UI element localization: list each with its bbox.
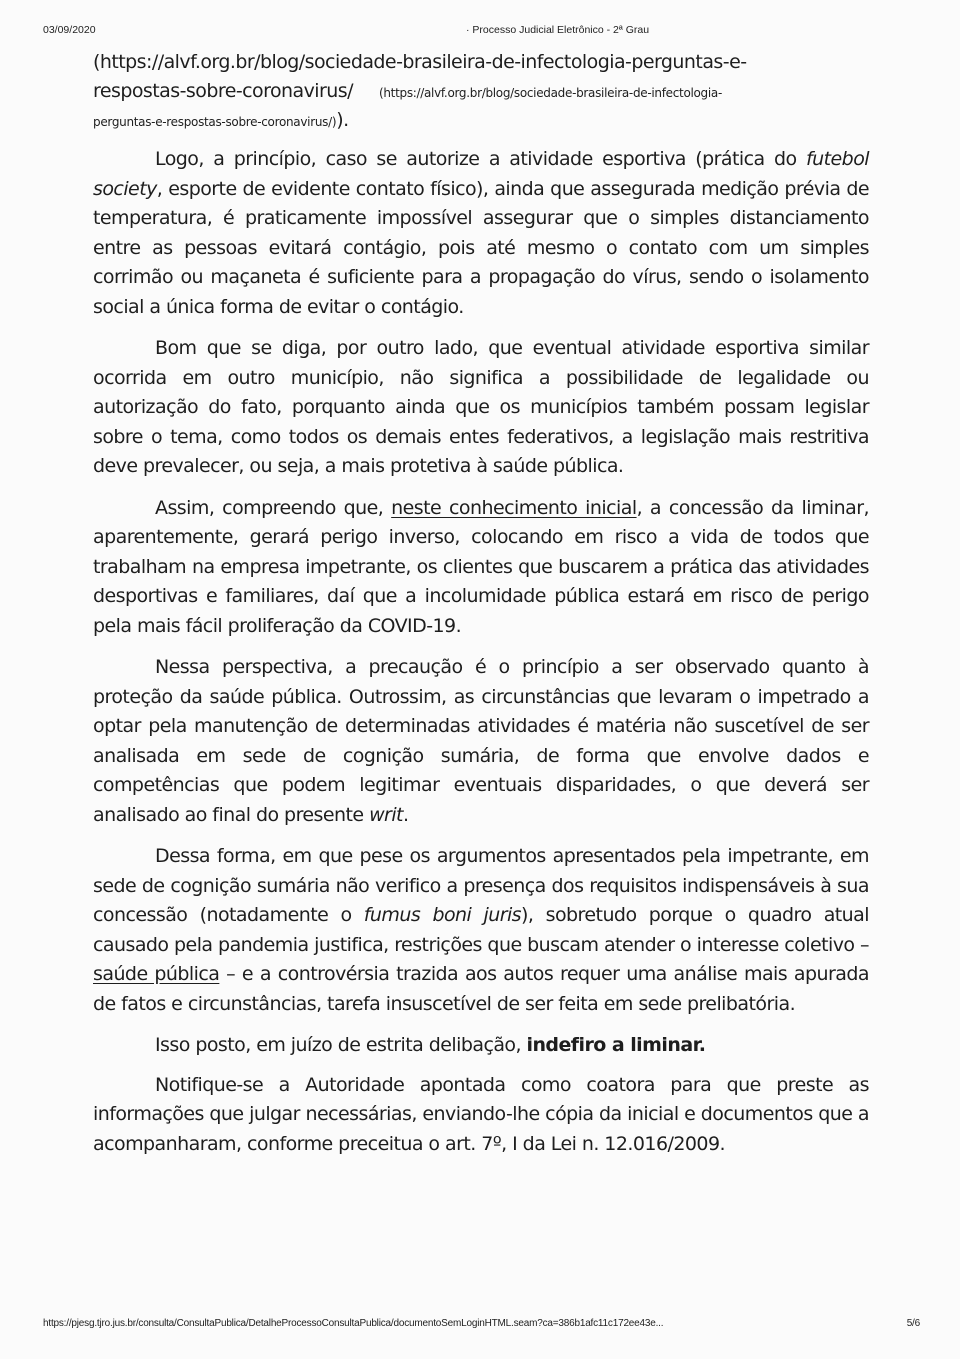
text-run: – e a controvérsia trazida aos autos requer uma análise mais apurada de fatos e circunstâncias, tarefa insuscetível de ser feita em sede prelibatória.: [93, 963, 869, 1016]
text-run: ), sobretudo porque o quadro atual causado pela pandemia justifica, restrições que buscam atender o interesse coletivo –: [93, 904, 869, 956]
document-body: [93, 48, 869, 1171]
italic-term: futebol society: [93, 148, 869, 200]
paragraph-notificacao: [93, 1071, 869, 1160]
reference-close: ).: [336, 109, 349, 131]
text-run: Assim, compreendo que,: [155, 496, 392, 519]
paragraph-decisao: [93, 1031, 869, 1061]
text-run: .: [402, 803, 409, 826]
text-run: , esporte de evidente contato físico), ainda que assegurada medição prévia de temperatura, é praticamente impossível assegurar que o simples distanciamento entre as pessoas evitará contágio, pois até mesmo o contato com um simples corrimão ou maçaneta é suficiente para a propagação do vírus, sendo o isolamento social a única forma de evitar o contágio.: [93, 177, 869, 318]
footer-url[interactable]: https://pjesg.tjro.jus.br/consulta/ConsultaPublica/DetalheProcessoConsultaPublica/documentoSemLoginHTML.seam?ca=386b1afc11c172ee43e...: [43, 1318, 664, 1329]
underlined-term: saúde pública: [93, 963, 220, 986]
paragraph-precaucao: [93, 653, 869, 831]
text-run: Logo, a princípio, caso se autorize a atividade esportiva (prática do: [155, 148, 807, 170]
reference-url-line-1[interactable]: (https://alvf.org.br/blog/sociedade-brasileira-de-infectologia-perguntas-e-: [93, 51, 747, 73]
print-footer: [43, 1318, 920, 1332]
print-header: [43, 24, 920, 40]
italic-term: writ: [369, 803, 403, 826]
reference-url-line-2: [93, 77, 869, 106]
reference-small-url-1[interactable]: (https://alvf.org.br/blog/sociedade-brasileira-de-infectologia-: [379, 86, 722, 100]
italic-term: fumus boni juris: [363, 904, 522, 927]
text-run: Dessa forma, em que pese os argumentos apresentados pela impetrante, em sede de cognição sumária não verifico a presença dos requisitos indispensáveis à sua concessão (notadamente o: [93, 845, 869, 927]
reference-link-block: [93, 48, 869, 135]
text-run: Bom que se diga, por outro lado, que eventual atividade esportiva similar ocorrida em outro município, não significa a possibilidade de legalidade ou autorização do fato, porquanto ainda que os municípios também possam legislar sobre o tema, como todos os demais entes federativos, a legislação mais restritiva deve prevalecer, ou seja, a mais protetiva à saúde pública.: [93, 337, 869, 478]
print-date: 03/09/2020: [43, 24, 96, 36]
paragraph-cognicao-sumaria: [93, 842, 869, 1020]
text-run: , a concessão da liminar, aparentemente, gerará perigo inverso, colocando em risco a vida de todos que trabalham na empresa impetrante, os clientes que buscarem a prática das atividades desportivas e familiares, daí que a incolumidade pública estará em risco de perigo pela mais fácil proliferação da COVID-19.: [93, 496, 869, 637]
reference-url-end[interactable]: respostas-sobre-coronavirus/: [93, 80, 353, 102]
reference-small-url-2[interactable]: perguntas-e-respostas-sobre-coronavirus/): [93, 115, 337, 129]
page-number: 5/6: [906, 1318, 920, 1329]
text-run: Isso posto, em juízo de estrita delibação,: [155, 1034, 527, 1057]
decision-bold: indefiro a liminar.: [526, 1034, 706, 1057]
paragraph-outro-municipio: [93, 334, 869, 482]
underlined-term: neste conhecimento inicial: [391, 496, 637, 519]
text-run: Notifique-se a Autoridade apontada como coatora para que preste as informações que julgar necessárias, enviando-lhe cópia da inicial e documentos que a acompanharam, conforme preceitua o art. 7º, I da Lei n. 12.016/2009.: [93, 1073, 869, 1155]
reference-url-line-3: [93, 106, 869, 135]
print-title: · Processo Judicial Eletrônico - 2ª Grau: [466, 24, 650, 36]
text-run: Nessa perspectiva, a precaução é o princípio a ser observado quanto à proteção da saúde pública. Outrossim, as circunstâncias que levaram o impetrado a optar pela manutenção de determinadas atividades é matéria não suscetível de ser analisada em sede de cognição sumária, de forma que envolve dados e competências que podem legitimar eventuais disparidades, o que deverá ser analisado ao final do presente: [93, 656, 869, 826]
paragraph-perigo-inverso: [93, 494, 869, 642]
paragraph-futebol-society: [93, 145, 869, 323]
